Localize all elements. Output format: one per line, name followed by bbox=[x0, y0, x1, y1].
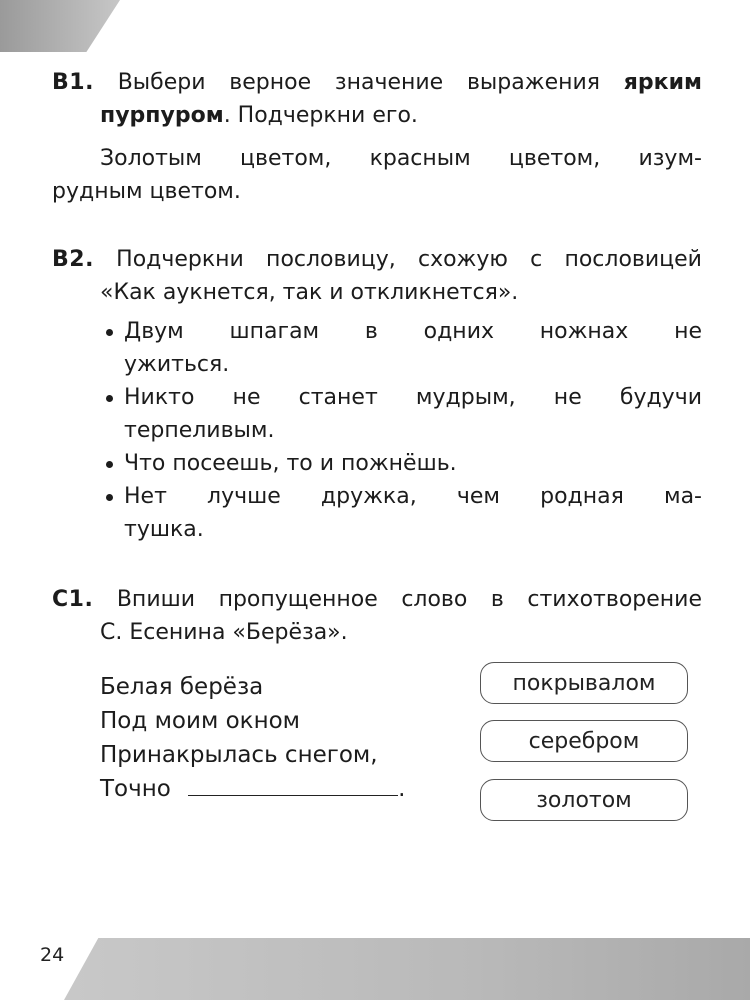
poem-line: Принакрылась снегом, bbox=[100, 742, 378, 768]
list-item[interactable]: Нет лучше дружка, чем родная ма- тушка. bbox=[52, 480, 702, 546]
page-number: 24 bbox=[40, 944, 65, 966]
task-b1-options-line1: Золотым цветом, красным цветом, изум- bbox=[100, 146, 702, 171]
bullet-icon bbox=[106, 461, 113, 468]
task-b1: В1. Выбери верное значение выражения ярким пурпуром. Подчеркни его. Золотым цветом, красным цветом, изум- рудным цветом. bbox=[52, 66, 702, 208]
list-item[interactable]: Никто не станет мудрым, не будучи терпеливым. bbox=[52, 381, 702, 447]
poem-line: Белая берёза bbox=[100, 674, 264, 700]
task-b2-prompt-line1: Подчеркни пословицу, схожую с пословицей bbox=[116, 247, 702, 272]
choice-zolotom[interactable]: золотом bbox=[480, 779, 688, 821]
proverb-list bbox=[52, 315, 702, 546]
task-b1-options-line2: рудным цветом. bbox=[52, 179, 241, 204]
poem-line-last: Точно . bbox=[100, 776, 406, 802]
corner-decoration bbox=[0, 0, 120, 52]
task-b2-prompt-line2: «Как аукнется, так и откликнется». bbox=[100, 280, 519, 305]
poem bbox=[100, 670, 405, 806]
bullet-icon bbox=[106, 395, 113, 402]
task-b1-expression: ярким bbox=[623, 70, 702, 95]
choice-pokryvalom[interactable]: покрывалом bbox=[480, 662, 688, 704]
list-item[interactable]: Двум шпагам в одних ножнах не ужиться. bbox=[52, 315, 702, 381]
list-item[interactable]: Что посеешь, то и пожнёшь. bbox=[52, 447, 702, 480]
task-c1-prompt-line1: Впиши пропущенное слово в стихотворение bbox=[116, 587, 703, 612]
task-c1-prompt-line2: С. Есенина «Берёза». bbox=[100, 620, 348, 645]
choice-serebrom[interactable]: серебром bbox=[480, 720, 688, 762]
footer-decoration bbox=[64, 938, 750, 1000]
task-c1-label: С1. bbox=[52, 587, 94, 612]
poem-line: Под моим окном bbox=[100, 708, 301, 734]
task-b2-label: В2. bbox=[52, 247, 94, 272]
task-b2 bbox=[52, 243, 702, 546]
task-c1 bbox=[52, 583, 702, 649]
task-b1-prompt-end: . Подчеркни его. bbox=[223, 103, 418, 128]
bullet-icon bbox=[106, 329, 113, 336]
bullet-icon bbox=[106, 494, 113, 501]
task-b1-prompt-start: Выбери верное значение выражения bbox=[117, 70, 601, 95]
answer-blank[interactable] bbox=[188, 777, 398, 796]
task-b1-label: В1. bbox=[52, 70, 94, 95]
